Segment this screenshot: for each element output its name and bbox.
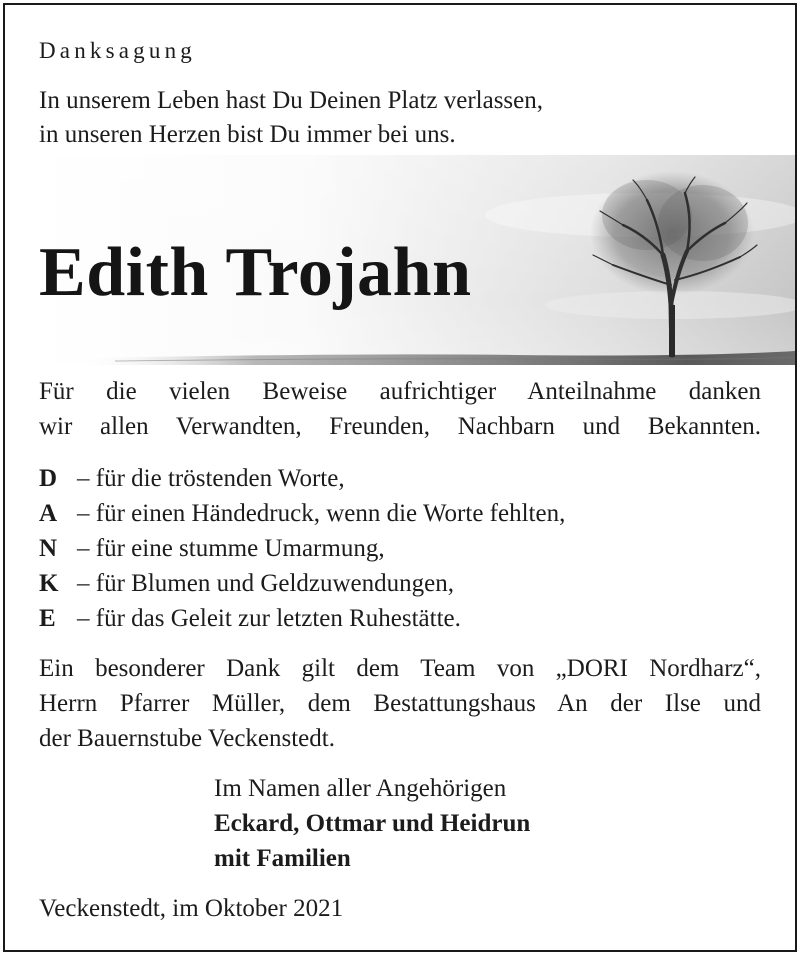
thanks-line: Für die vielen Beweise aufrichtiger Anteilnahme danken xyxy=(39,378,761,405)
notice-heading: Danksagung xyxy=(39,38,196,63)
acrostic-text: – für einen Händedruck, wenn die Worte fehlten, xyxy=(77,500,566,527)
acrostic-text: – für die tröstenden Worte, xyxy=(77,465,345,492)
special-thanks-line: Herrn Pfarrer Müller, dem Bestattungshaus An der Ilse und xyxy=(39,690,761,717)
acrostic-text: – für eine stumme Umarmung, xyxy=(77,535,385,562)
motto-line: In unserem Leben hast Du Deinen Platz verlassen, xyxy=(39,87,544,114)
signature-families: mit Familien xyxy=(214,845,351,872)
acrostic-letter: K xyxy=(39,570,59,597)
acrostic-text: – für das Geleit zur letzten Ruhestätte. xyxy=(77,605,461,632)
acrostic-letter: D xyxy=(39,465,58,492)
deceased-name: Edith Trojahn xyxy=(39,234,472,311)
acrostic-letter: A xyxy=(39,500,58,527)
thanks-line: wir allen Verwandten, Freunden, Nachbarn und Bekannten. xyxy=(39,413,761,440)
place-date: Veckenstedt, im Oktober 2021 xyxy=(39,895,344,922)
obituary-notice xyxy=(3,3,797,952)
acrostic-text: – für Blumen und Geldzuwendungen, xyxy=(77,570,455,597)
acrostic-letter: E xyxy=(39,605,56,632)
special-thanks-line: Ein besonderer Dank gilt dem Team von „DORI Nordharz“, xyxy=(39,655,761,682)
signature-names: Eckard, Ottmar und Heidrun xyxy=(214,810,531,837)
signature-intro: Im Namen aller Angehörigen xyxy=(214,775,507,802)
acrostic-letter: N xyxy=(39,535,58,562)
motto-line: in unseren Herzen bist Du immer bei uns. xyxy=(39,121,456,148)
special-thanks-line: der Bauernstube Veckenstedt. xyxy=(39,725,335,752)
